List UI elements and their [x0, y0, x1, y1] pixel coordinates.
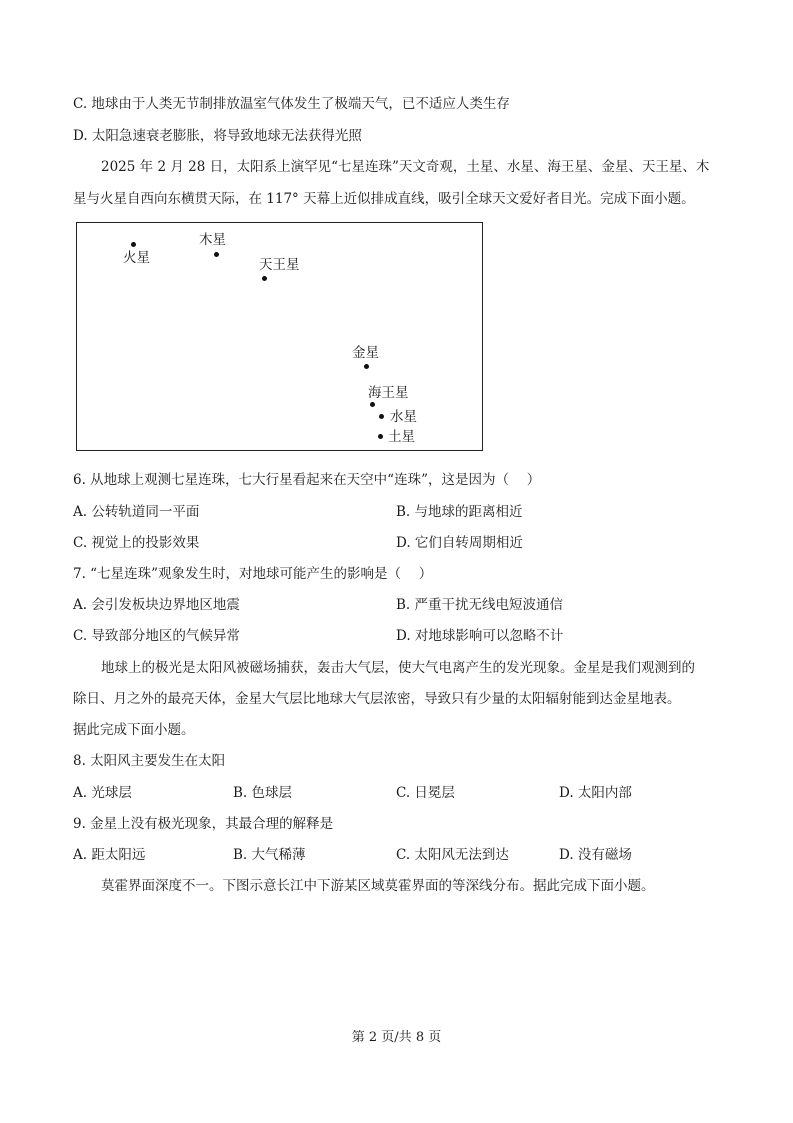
passage1-line1: 2025 年 2 月 28 日，太阳系上演罕见“七星连珠”天文奇观，土星、水星、海王星、金星、天王星、木 [101, 159, 710, 175]
passage3-line1: 莫霍界面深度不一。下图示意长江中下游某区域莫霍界面的等深线分布。据此完成下面小题。 [101, 878, 655, 894]
saturn-dot [378, 434, 383, 439]
q7-stem: 7. “七星连珠”观象发生时，对地球可能产生的影响是（ ） [73, 566, 433, 582]
q8-option-d[interactable]: D. 太阳内部 [559, 785, 632, 801]
q9-option-c[interactable]: C. 太阳风无法到达 [396, 847, 509, 863]
uranus-dot [262, 276, 267, 281]
jupiter-label: 木星 [199, 232, 226, 248]
neptune-label: 海王星 [368, 385, 409, 401]
q9-option-a[interactable]: A. 距太阳远 [73, 847, 146, 863]
q8-stem: 8. 太阳风主要发生在太阳 [73, 753, 226, 769]
q8-option-b[interactable]: B. 色球层 [233, 785, 293, 801]
prev-option-d: D. 太阳急速衰老膨胀，将导致地球无法获得光照 [73, 128, 362, 144]
passage1-line2: 星与火星自西向东横贯天际，在 117° 天幕上近似排成直线，吸引全球天文爱好者目光。完成下面小题。 [73, 191, 695, 207]
planet-alignment-figure [76, 222, 483, 451]
q9-option-d[interactable]: D. 没有磁场 [559, 847, 632, 863]
q6-option-a[interactable]: A. 公转轨道同一平面 [73, 504, 200, 520]
passage2-line3: 据此完成下面小题。 [73, 722, 195, 738]
q8-option-c[interactable]: C. 日冕层 [396, 785, 455, 801]
q6-stem: 6. 从地球上观测七星连珠，七大行星看起来在天空中“连珠”，这是因为（ ） [73, 472, 541, 488]
q7-option-a[interactable]: A. 会引发板块边界地区地震 [73, 597, 240, 613]
mercury-label: 水星 [390, 409, 417, 425]
jupiter-dot [214, 252, 219, 257]
q6-option-b[interactable]: B. 与地球的距离相近 [396, 504, 523, 520]
neptune-dot [370, 402, 375, 407]
page-footer: 第 2 页/共 8 页 [351, 1030, 442, 1045]
q9-option-b[interactable]: B. 大气稀薄 [233, 847, 306, 863]
mars-dot [131, 242, 136, 247]
q6-option-d[interactable]: D. 它们自转周期相近 [396, 535, 523, 551]
saturn-label: 土星 [388, 429, 415, 445]
q6-option-c[interactable]: C. 视觉上的投影效果 [73, 535, 200, 551]
venus-dot [364, 364, 369, 369]
q8-option-a[interactable]: A. 光球层 [73, 785, 132, 801]
mars-label: 火星 [123, 250, 150, 266]
q7-option-c[interactable]: C. 导致部分地区的气候异常 [73, 628, 240, 644]
venus-label: 金星 [352, 345, 379, 361]
passage2-line1: 地球上的极光是太阳风被磁场捕获，轰击大气层，使大气电离产生的发光现象。金星是我们观测到的 [101, 660, 695, 676]
q7-option-d[interactable]: D. 对地球影响可以忽略不计 [396, 628, 564, 644]
q9-stem: 9. 金星上没有极光现象，其最合理的解释是 [73, 816, 334, 832]
q7-option-b[interactable]: B. 严重干扰无线电短波通信 [396, 597, 564, 613]
prev-option-c: C. 地球由于人类无节制排放温室气体发生了极端天气，已不适应人类生存 [73, 96, 510, 112]
mercury-dot [379, 414, 384, 419]
passage2-line2: 除日、月之外的最亮天体，金星大气层比地球大气层浓密，导致只有少量的太阳辐射能到达金星地表。 [73, 691, 681, 707]
uranus-label: 天王星 [259, 257, 300, 273]
